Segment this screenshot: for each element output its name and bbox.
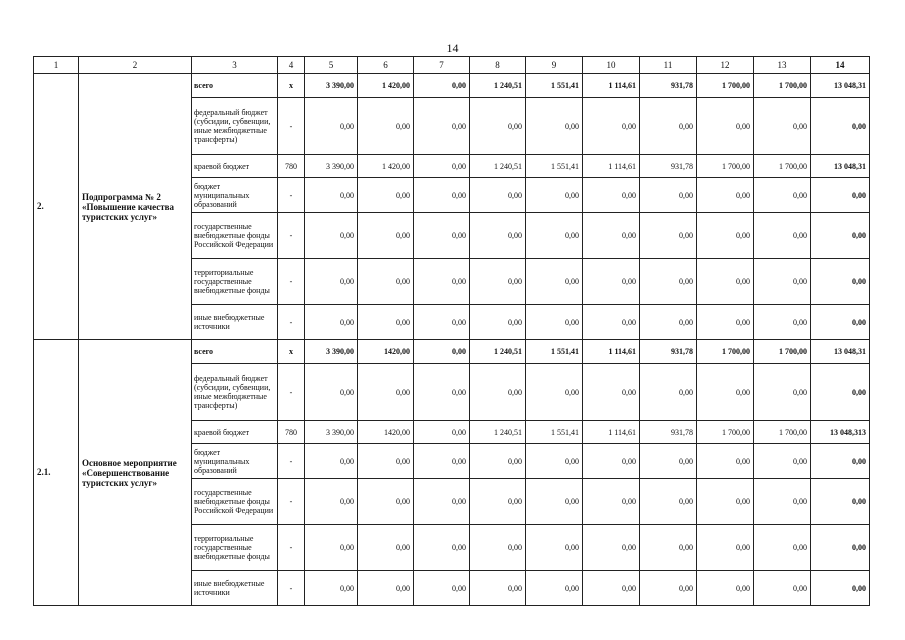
value-cell: 0,00 [754, 479, 811, 525]
value-cell: 0,00 [640, 213, 697, 259]
value-cell: 0,00 [583, 571, 640, 606]
funding-source: бюджет муниципальных образований [192, 444, 278, 479]
column-header: 6 [358, 57, 414, 74]
column-header: 14 [811, 57, 870, 74]
column-header: 9 [526, 57, 583, 74]
value-cell: 0,00 [305, 178, 358, 213]
value-cell: 0,00 [583, 259, 640, 305]
column-header: 8 [470, 57, 526, 74]
value-cell: 3 390,00 [305, 340, 358, 364]
value-cell: 0,00 [470, 259, 526, 305]
funding-source: всего [192, 340, 278, 364]
section-index: 2.1. [34, 340, 79, 606]
total-value-cell: 0,00 [811, 178, 870, 213]
column-header-row [34, 57, 870, 74]
value-cell: 0,00 [583, 444, 640, 479]
column-header: 5 [305, 57, 358, 74]
value-cell: 0,00 [754, 305, 811, 340]
value-cell: 0,00 [414, 98, 470, 155]
funding-source: федеральный бюджет (субсидии, субвенции, иные межбюджетные трансферты) [192, 364, 278, 421]
value-cell: 1 700,00 [697, 155, 754, 178]
budget-code: х [278, 340, 305, 364]
value-cell: 0,00 [640, 305, 697, 340]
value-cell: 1 551,41 [526, 74, 583, 98]
budget-code: - [278, 479, 305, 525]
value-cell: 0,00 [305, 571, 358, 606]
value-cell: 0,00 [526, 364, 583, 421]
total-value-cell: 13 048,31 [811, 340, 870, 364]
value-cell: 0,00 [697, 364, 754, 421]
value-cell: 0,00 [526, 259, 583, 305]
value-cell: 0,00 [640, 479, 697, 525]
total-value-cell: 13 048,31 [811, 74, 870, 98]
value-cell: 0,00 [358, 479, 414, 525]
value-cell: 0,00 [640, 259, 697, 305]
value-cell: 0,00 [640, 444, 697, 479]
section-name: Подпрограмма № 2 «Повышение качества туристских услуг» [79, 74, 192, 340]
table-row-total [34, 340, 870, 364]
value-cell: 0,00 [697, 305, 754, 340]
column-header: 1 [34, 57, 79, 74]
value-cell: 0,00 [470, 571, 526, 606]
value-cell: 1 551,41 [526, 155, 583, 178]
value-cell: 1 240,51 [470, 74, 526, 98]
value-cell: 0,00 [358, 571, 414, 606]
value-cell: 0,00 [640, 178, 697, 213]
value-cell: 3 390,00 [305, 74, 358, 98]
value-cell: 0,00 [697, 259, 754, 305]
value-cell: 931,78 [640, 74, 697, 98]
value-cell: 1 114,61 [583, 155, 640, 178]
value-cell: 0,00 [526, 98, 583, 155]
value-cell: 0,00 [697, 525, 754, 571]
value-cell: 0,00 [697, 98, 754, 155]
budget-code: 780 [278, 155, 305, 178]
value-cell: 1 240,51 [470, 155, 526, 178]
value-cell: 1 420,00 [358, 155, 414, 178]
value-cell: 0,00 [414, 525, 470, 571]
value-cell: 0,00 [583, 525, 640, 571]
budget-code: - [278, 444, 305, 479]
total-value-cell: 0,00 [811, 305, 870, 340]
table-row-total [34, 74, 870, 98]
total-value-cell: 13 048,31 [811, 155, 870, 178]
value-cell: 0,00 [526, 213, 583, 259]
value-cell: 0,00 [305, 259, 358, 305]
budget-code: 780 [278, 421, 305, 444]
funding-source: краевой бюджет [192, 421, 278, 444]
value-cell: 0,00 [305, 364, 358, 421]
value-cell: 0,00 [414, 571, 470, 606]
total-value-cell: 0,00 [811, 525, 870, 571]
budget-code: - [278, 364, 305, 421]
value-cell: 0,00 [526, 571, 583, 606]
funding-source: территориальные государственные внебюджетные фонды [192, 259, 278, 305]
value-cell: 3 390,00 [305, 421, 358, 444]
value-cell: 0,00 [697, 571, 754, 606]
value-cell: 0,00 [640, 571, 697, 606]
value-cell: 0,00 [305, 305, 358, 340]
budget-code: - [278, 98, 305, 155]
value-cell: 0,00 [358, 305, 414, 340]
value-cell: 931,78 [640, 155, 697, 178]
value-cell: 0,00 [526, 525, 583, 571]
column-header: 12 [697, 57, 754, 74]
value-cell: 0,00 [414, 305, 470, 340]
value-cell: 0,00 [470, 444, 526, 479]
value-cell: 0,00 [414, 178, 470, 213]
budget-code: - [278, 213, 305, 259]
funding-source: федеральный бюджет (субсидии, субвенции, иные межбюджетные трансферты) [192, 98, 278, 155]
value-cell: 0,00 [754, 98, 811, 155]
value-cell: 1 700,00 [754, 74, 811, 98]
value-cell: 1 700,00 [754, 340, 811, 364]
value-cell: 0,00 [470, 305, 526, 340]
section-index: 2. [34, 74, 79, 340]
value-cell: 0,00 [754, 364, 811, 421]
value-cell: 0,00 [414, 421, 470, 444]
value-cell: 0,00 [697, 479, 754, 525]
value-cell: 0,00 [358, 98, 414, 155]
value-cell: 1 114,61 [583, 74, 640, 98]
value-cell: 0,00 [358, 259, 414, 305]
value-cell: 0,00 [583, 178, 640, 213]
value-cell: 0,00 [640, 364, 697, 421]
value-cell: 0,00 [583, 305, 640, 340]
budget-code: - [278, 178, 305, 213]
value-cell: 1 420,00 [358, 74, 414, 98]
total-value-cell: 0,00 [811, 479, 870, 525]
column-header: 7 [414, 57, 470, 74]
value-cell: 0,00 [414, 364, 470, 421]
value-cell: 0,00 [583, 364, 640, 421]
total-value-cell: 0,00 [811, 213, 870, 259]
funding-source: всего [192, 74, 278, 98]
value-cell: 0,00 [414, 155, 470, 178]
value-cell: 0,00 [358, 444, 414, 479]
value-cell: 931,78 [640, 340, 697, 364]
value-cell: 0,00 [305, 213, 358, 259]
column-header: 13 [754, 57, 811, 74]
value-cell: 1 240,51 [470, 421, 526, 444]
value-cell: 0,00 [305, 525, 358, 571]
value-cell: 0,00 [414, 74, 470, 98]
value-cell: 1 700,00 [754, 155, 811, 178]
total-value-cell: 0,00 [811, 444, 870, 479]
value-cell: 0,00 [754, 444, 811, 479]
value-cell: 0,00 [640, 525, 697, 571]
value-cell: 0,00 [583, 98, 640, 155]
value-cell: 0,00 [470, 525, 526, 571]
value-cell: 0,00 [526, 444, 583, 479]
value-cell: 0,00 [526, 479, 583, 525]
value-cell: 0,00 [470, 98, 526, 155]
value-cell: 0,00 [640, 98, 697, 155]
value-cell: 3 390,00 [305, 155, 358, 178]
total-value-cell: 0,00 [811, 259, 870, 305]
value-cell: 0,00 [358, 178, 414, 213]
value-cell: 1 551,41 [526, 421, 583, 444]
value-cell: 0,00 [414, 479, 470, 525]
budget-code: - [278, 305, 305, 340]
column-header: 3 [192, 57, 278, 74]
value-cell: 0,00 [754, 525, 811, 571]
value-cell: 1 700,00 [754, 421, 811, 444]
total-value-cell: 0,00 [811, 98, 870, 155]
value-cell: 0,00 [583, 479, 640, 525]
page-number: 14 [446, 41, 459, 55]
value-cell: 0,00 [414, 213, 470, 259]
value-cell: 1 700,00 [697, 340, 754, 364]
value-cell: 0,00 [526, 305, 583, 340]
value-cell: 1 700,00 [697, 74, 754, 98]
value-cell: 0,00 [697, 178, 754, 213]
value-cell: 0,00 [305, 444, 358, 479]
value-cell: 0,00 [358, 525, 414, 571]
value-cell: 0,00 [414, 340, 470, 364]
value-cell: 0,00 [470, 364, 526, 421]
value-cell: 0,00 [358, 364, 414, 421]
column-header: 11 [640, 57, 697, 74]
budget-table [33, 56, 870, 606]
total-value-cell: 13 048,313 [811, 421, 870, 444]
value-cell: 1420,00 [358, 421, 414, 444]
value-cell: 0,00 [470, 213, 526, 259]
value-cell: 1 240,51 [470, 340, 526, 364]
value-cell: 0,00 [414, 444, 470, 479]
budget-code: х [278, 74, 305, 98]
funding-source: территориальные государственные внебюджетные фонды [192, 525, 278, 571]
budget-code: - [278, 525, 305, 571]
value-cell: 0,00 [470, 479, 526, 525]
value-cell: 0,00 [754, 213, 811, 259]
funding-source: краевой бюджет [192, 155, 278, 178]
value-cell: 1 114,61 [583, 340, 640, 364]
value-cell: 0,00 [754, 178, 811, 213]
value-cell: 0,00 [697, 444, 754, 479]
value-cell: 0,00 [526, 178, 583, 213]
budget-code: - [278, 571, 305, 606]
value-cell: 0,00 [305, 479, 358, 525]
budget-code: - [278, 259, 305, 305]
value-cell: 931,78 [640, 421, 697, 444]
value-cell: 0,00 [358, 213, 414, 259]
column-header: 4 [278, 57, 305, 74]
value-cell: 0,00 [470, 178, 526, 213]
section-name: Основное мероприятие «Совершенствование туристских услуг» [79, 340, 192, 606]
funding-source: государственные внебюджетные фонды Российской Федерации [192, 479, 278, 525]
value-cell: 1 114,61 [583, 421, 640, 444]
value-cell: 0,00 [697, 213, 754, 259]
value-cell: 1 551,41 [526, 340, 583, 364]
table-body [34, 57, 870, 606]
column-header: 2 [79, 57, 192, 74]
value-cell: 1420,00 [358, 340, 414, 364]
column-header: 10 [583, 57, 640, 74]
total-value-cell: 0,00 [811, 571, 870, 606]
value-cell: 0,00 [583, 213, 640, 259]
total-value-cell: 0,00 [811, 364, 870, 421]
funding-source: бюджет муниципальных образований [192, 178, 278, 213]
funding-source: иные внебюджетные источники [192, 571, 278, 606]
value-cell: 1 700,00 [697, 421, 754, 444]
value-cell: 0,00 [305, 98, 358, 155]
value-cell: 0,00 [754, 259, 811, 305]
value-cell: 0,00 [414, 259, 470, 305]
value-cell: 0,00 [754, 571, 811, 606]
funding-source: иные внебюджетные источники [192, 305, 278, 340]
funding-source: государственные внебюджетные фонды Российской Федерации [192, 213, 278, 259]
